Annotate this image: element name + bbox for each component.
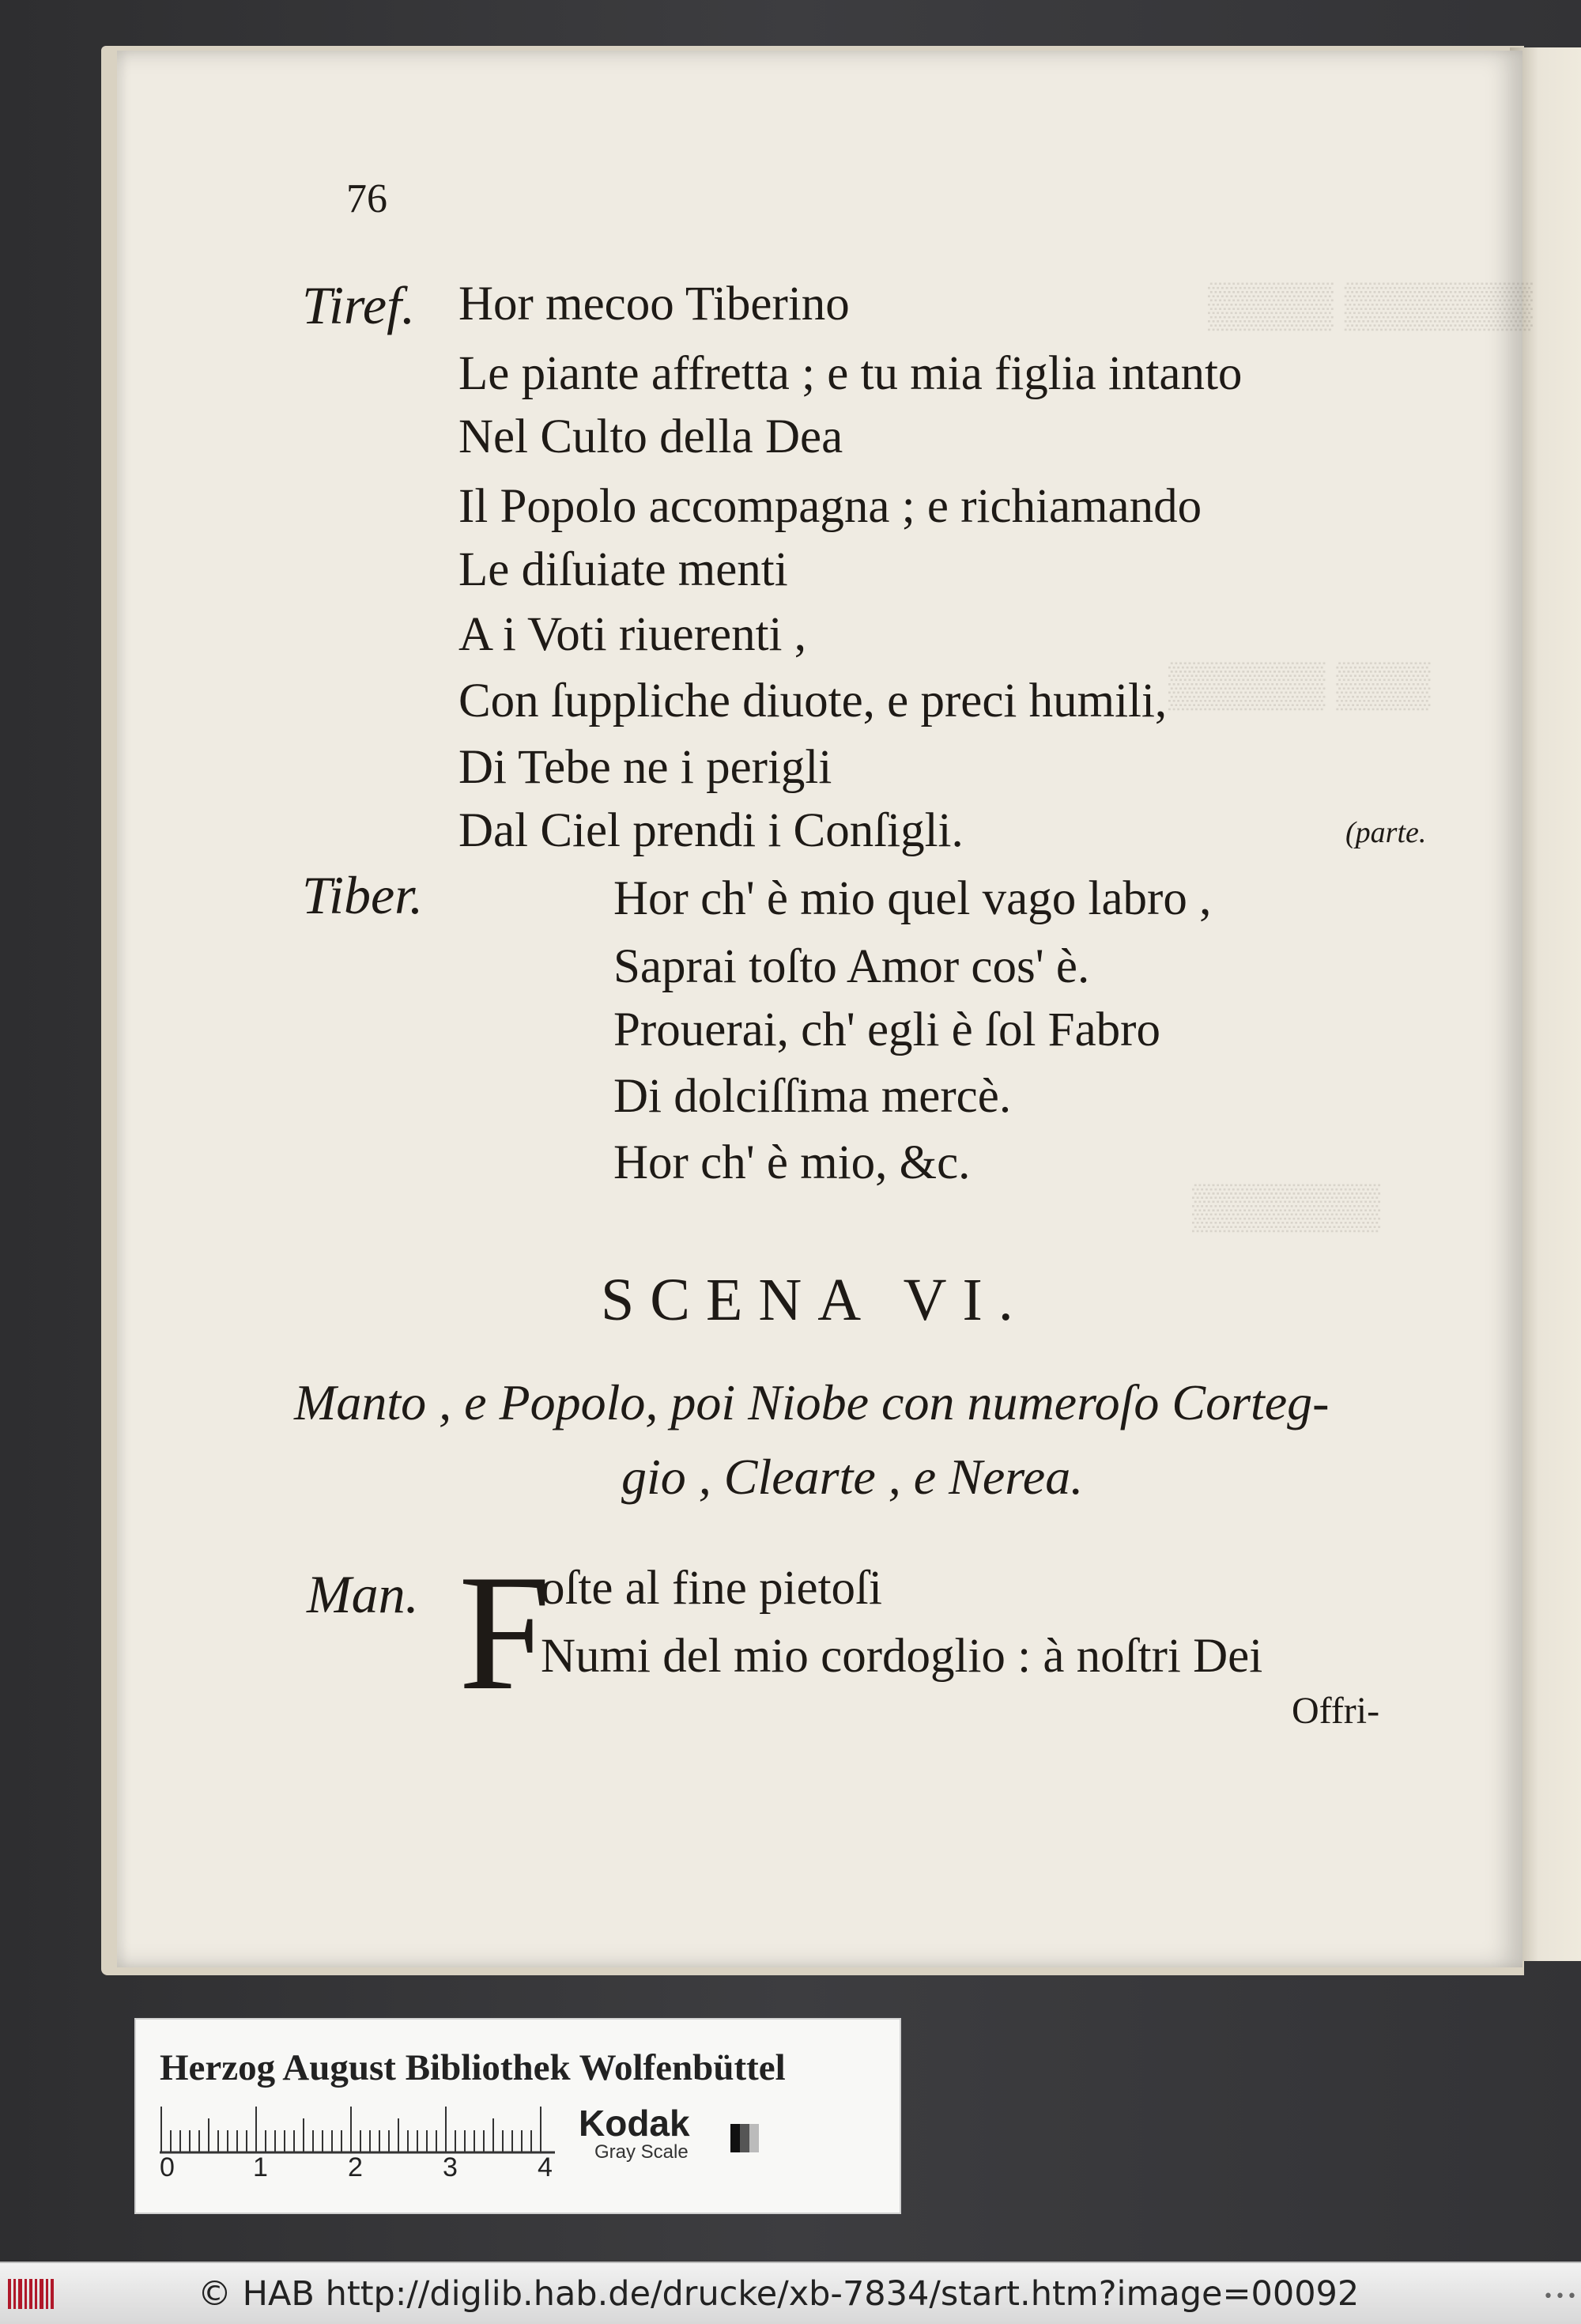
verse-line: Con ſuppliche diuote, e preci humili, bbox=[458, 675, 1168, 727]
verse-line: oſte al fine pietoſi bbox=[541, 1562, 882, 1615]
kodak-logo-text: Kodak bbox=[579, 2103, 690, 2144]
copyright-url[interactable]: © HAB http://diglib.hab.de/drucke/xb-7834/start.htm?image=00092 bbox=[198, 2274, 1360, 2314]
verse-line: Le diſuiate menti bbox=[458, 543, 788, 596]
verse-line: Di dolciſſima mercè. bbox=[613, 1070, 1012, 1123]
speaker-manto: Man. bbox=[307, 1564, 419, 1624]
verse-line: A i Voti riuerenti , bbox=[458, 608, 806, 661]
verse-line: Numi del mio cordoglio : à noſtri Dei bbox=[541, 1630, 1263, 1683]
library-name: Herzog August Bibliothek Wolfenbüttel bbox=[160, 2047, 786, 2088]
cast-list-line: gio , Clearte , e Nerea. bbox=[621, 1449, 1084, 1505]
verse-line: Dal Ciel prendi i Conſigli. bbox=[458, 804, 964, 857]
show-through-text: ▒▒▒▒ ▒▒▒▒▒▒ bbox=[1208, 281, 1533, 330]
footer-bar bbox=[0, 2262, 1581, 2324]
scene-heading: SCENA VI. bbox=[601, 1267, 1029, 1333]
ruler-number: 2 bbox=[348, 2152, 363, 2182]
show-through-text: ▒▒▒▒▒ ▒▒▒ bbox=[1168, 660, 1431, 709]
ruler-number: 3 bbox=[443, 2152, 458, 2182]
page-number: 76 bbox=[346, 176, 387, 221]
verse-line: Di Tebe ne i perigli bbox=[458, 741, 832, 794]
show-through-text: ▒▒▒▒▒▒ bbox=[1192, 1182, 1381, 1231]
verse-line: Hor ch' è mio quel vago labro , bbox=[613, 872, 1212, 925]
ruler-number: 0 bbox=[160, 2152, 175, 2182]
speaker-tiresia: Tiref. bbox=[302, 275, 415, 335]
gray-swatch-icon bbox=[730, 2122, 760, 2154]
cast-list-line: Manto , e Popolo, poi Niobe con numeroſo Corteg- bbox=[294, 1374, 1330, 1430]
hab-barcode-logo-icon bbox=[6, 2274, 70, 2314]
verse-line: Saprai toſto Amor cos' è. bbox=[613, 940, 1090, 993]
verse-line: Nel Culto della Dea bbox=[458, 410, 843, 463]
verse-line: Le piante affretta ; e tu mia figlia intanto bbox=[458, 347, 1243, 400]
catchword: Offri- bbox=[1292, 1690, 1380, 1732]
gray-scale-label: Gray Scale bbox=[594, 2141, 689, 2163]
speaker-tiberino: Tiber. bbox=[302, 865, 424, 925]
verse-line: Prouerai, ch' egli è ſol Fabro bbox=[613, 1003, 1160, 1056]
verse-line: Hor ch' è mio, &c. bbox=[613, 1136, 971, 1189]
verse-line: Hor mecoo Tiberino bbox=[458, 278, 850, 331]
ruler-number: 4 bbox=[538, 2152, 553, 2182]
stage-direction: (parte. bbox=[1345, 816, 1427, 849]
ruler-number: 1 bbox=[253, 2152, 268, 2182]
library-scale-card bbox=[134, 2018, 901, 2214]
verse-line: Il Popolo accompagna ; e richiamando bbox=[458, 480, 1202, 533]
more-menu-icon[interactable]: ••• bbox=[1543, 2287, 1579, 2307]
drop-cap: F bbox=[458, 1541, 551, 1725]
